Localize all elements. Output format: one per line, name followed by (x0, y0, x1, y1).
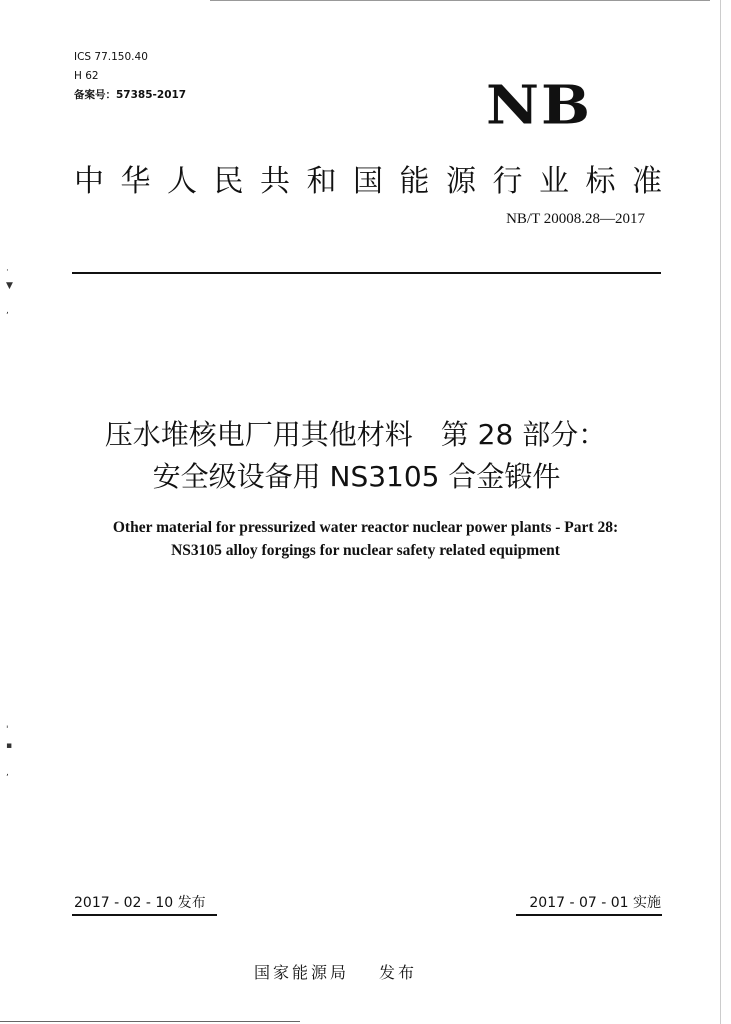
scan-mark: · (6, 266, 9, 276)
scan-mark: ▼ (6, 281, 13, 291)
standard-body-name: 中华人民共和国能源行业标准 (74, 164, 679, 199)
ccs-code: H 62 (74, 70, 99, 82)
scan-top-edge (210, 0, 710, 1)
implementation-date-underline (516, 914, 662, 916)
classification-codes (74, 48, 186, 105)
scan-mark: , (6, 768, 9, 778)
header-divider (72, 272, 661, 274)
title-zh-line-1: 压水堆核电厂用其他材料 第 28 部分： (104, 418, 607, 451)
scan-mark: ▪ (6, 741, 13, 751)
scan-bottom-edge (0, 1021, 300, 1022)
implementation-date: 2017 - 07 - 01 实施 (529, 895, 661, 911)
title-en-line-1: Other material for pressurized water reactor nuclear power plants - Part 28: (112, 519, 619, 536)
filing-number: 备案号：57385-2017 (74, 89, 187, 101)
scan-mark: ' (6, 725, 9, 735)
issue-date: 2017 - 02 - 10 发布 (74, 895, 206, 911)
issuer-action: 发布 (379, 963, 418, 982)
scan-right-edge (720, 0, 721, 1024)
nb-logo: NB (486, 73, 593, 137)
scan-mark: , (6, 306, 9, 316)
ics-code: ICS 77.150.40 (74, 51, 148, 63)
title-en-line-2: NS3105 alloy forgings for nuclear safety related equipment (171, 542, 560, 559)
issuer-name: 国家能源局 (254, 963, 350, 982)
issuer-line (254, 960, 417, 983)
issue-date-underline (72, 914, 217, 916)
standard-number: NB/T 20008.28—2017 (506, 211, 645, 227)
title-zh-line-2: 安全级设备用 NS3105 合金锻件 (152, 460, 561, 493)
